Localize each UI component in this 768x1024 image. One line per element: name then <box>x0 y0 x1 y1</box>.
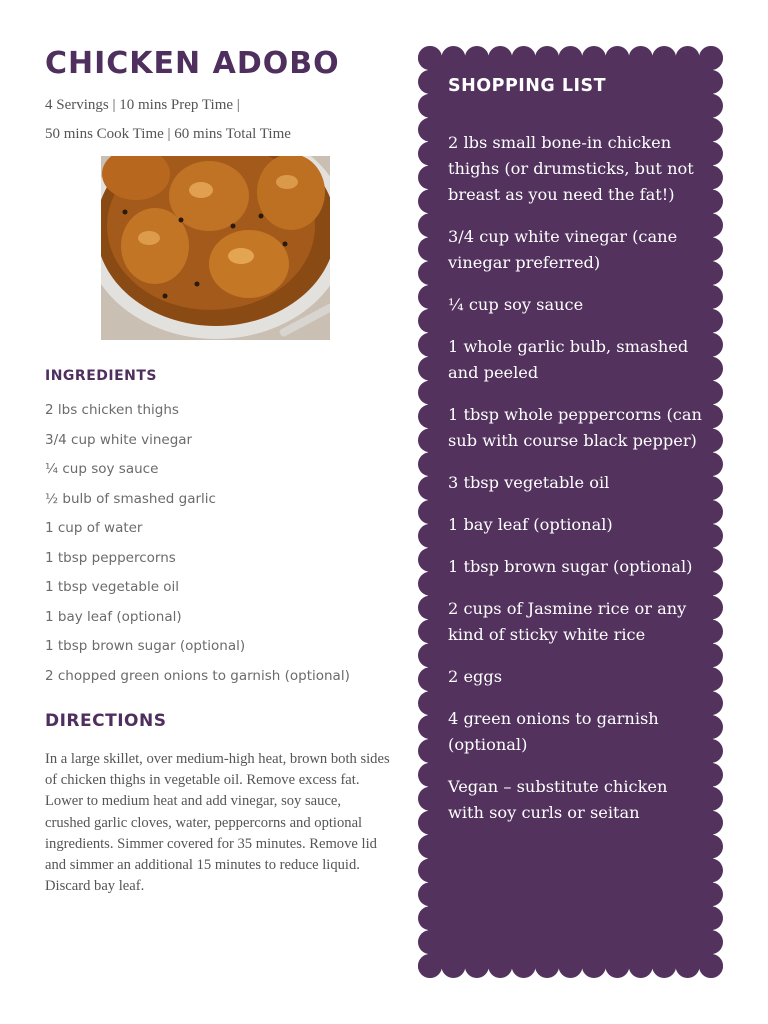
ingredient-item: 1 tbsp vegetable oil <box>45 579 180 595</box>
ingredient-item: 1 cup of water <box>45 520 143 536</box>
directions-heading: DIRECTIONS <box>45 711 167 731</box>
ingredient-item: ¼ cup soy sauce <box>45 461 159 477</box>
ingredient-item: 1 tbsp brown sugar (optional) <box>45 638 246 654</box>
shopping-item: 1 tbsp brown sugar (optional) <box>448 557 693 576</box>
ingredients-heading: INGREDIENTS <box>45 368 158 384</box>
shopping-item: 2 cups of Jasmine rice or any kind of sticky white rice <box>448 599 687 644</box>
shopping-item: 1 whole garlic bulb, smashed and peeled <box>448 337 689 382</box>
shopping-list-heading: SHOPPING LIST <box>448 76 607 96</box>
ingredient-item: 2 chopped green onions to garnish (optional) <box>45 667 350 684</box>
ingredient-item: 1 bay leaf (optional) <box>45 608 182 625</box>
shopping-item: 3/4 cup white vinegar (cane vinegar preferred) <box>448 227 678 272</box>
shopping-item: Vegan – substitute chicken with soy curls or seitan <box>448 777 668 822</box>
shopping-item: 2 lbs small bone-in chicken thighs (or drumsticks, but not breast as you need the fat!) <box>448 133 694 204</box>
chicken-adobo-photo <box>101 156 330 340</box>
shopping-item: 1 bay leaf (optional) <box>448 515 613 534</box>
ingredient-item: 1 tbsp peppercorns <box>45 549 176 566</box>
shopping-list <box>448 130 706 842</box>
shopping-item: 4 green onions to garnish (optional) <box>448 709 659 754</box>
ingredients-list <box>45 400 350 695</box>
ingredient-item: ½ bulb of smashed garlic <box>45 490 216 507</box>
recipe-meta-line-1: 4 Servings | 10 mins Prep Time | <box>45 97 240 113</box>
ingredient-item: 2 lbs chicken thighs <box>45 402 179 418</box>
shopping-item: 1 tbsp whole peppercorns (can sub with course black pepper) <box>448 405 702 450</box>
shopping-item: 3 tbsp vegetable oil <box>448 473 610 492</box>
directions-text: In a large skillet, over medium-high heat, brown both sides of chicken thighs in vegetable oil. Remove excess fat. Lower to medium heat and add vinegar, soy sauce, crushed garlic cloves, water, peppercorns and optional ingredients. Simmer covered for 35 minutes. Remove lid and simmer an additional 15 minutes to reduce liquid. Discard bay leaf. <box>45 751 390 895</box>
shopping-item: 2 eggs <box>448 667 503 686</box>
recipe-title: CHICKEN ADOBO <box>45 46 340 81</box>
shopping-item: ¼ cup soy sauce <box>448 295 584 314</box>
recipe-meta-line-2: 50 mins Cook Time | 60 mins Total Time <box>45 126 291 142</box>
ingredient-item: 3/4 cup white vinegar <box>45 431 193 448</box>
